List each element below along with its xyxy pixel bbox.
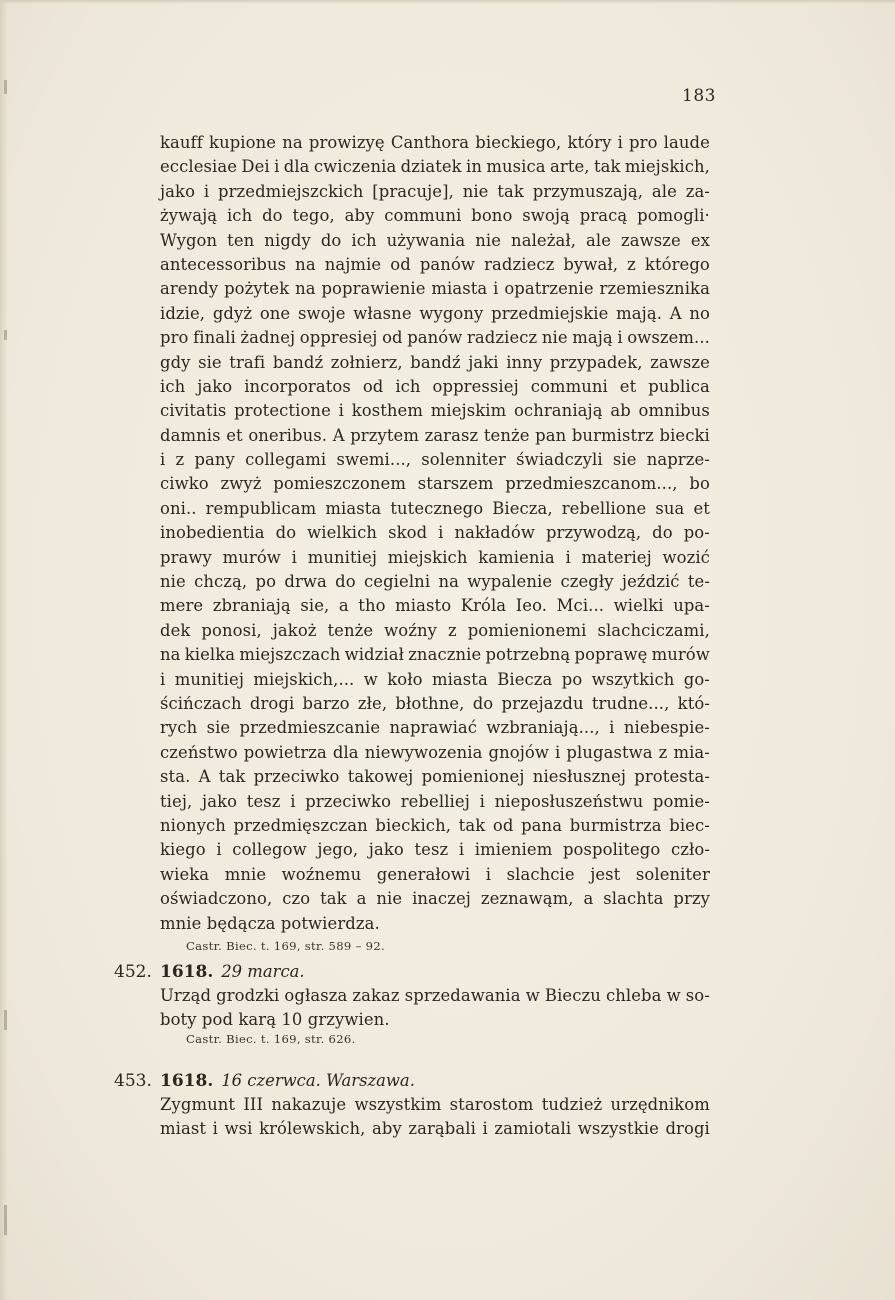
text-line: ich jako incorporatos od ich oppressiej communi et publica	[160, 376, 710, 396]
text-line: civitatis protectione i kosthem miejskim ochraniają ab omnibus	[160, 401, 710, 421]
entry-line: miast i wsi królewskich, aby zarąbali i zamiotali wszystkie drogi	[160, 1119, 710, 1139]
text-line: prawy murów i munitiej miejskich kamienia i materiej wozić	[160, 547, 710, 567]
entry-number: 453.	[114, 1071, 152, 1091]
margin-mark	[4, 80, 7, 94]
text-line: Wygon ten nigdy do ich używania nie należał, ale zawsze ex	[160, 230, 710, 250]
text-line: mere zbraniają sie, a tho miasto Króla Ieo. Mci... wielki upa-	[160, 596, 710, 616]
margin-mark	[4, 1010, 7, 1030]
text-line: damnis et oneribus. A przytem zarasz tenże pan burmistrz biecki	[160, 425, 710, 445]
text-line: inobedientia do wielkich skod i nakładów przywodzą, do po-	[160, 523, 710, 543]
page-edge-shadow	[0, 0, 8, 1300]
page-top-shadow	[0, 0, 895, 4]
text-line: oświadczono, czo tak a nie inaczej zeznawąm, a slachta przy	[160, 889, 710, 909]
text-line: mnie będącza potwierdza.	[160, 913, 380, 933]
entry-date: 16 czerwca. Warszawa.	[221, 1071, 415, 1090]
text-line: ecclesiae Dei i dla cwiczenia dziatek in musica arte, tak miejskich,	[160, 157, 710, 177]
page-number: 183	[682, 86, 716, 106]
text-line: gdy sie trafi bandź zołnierz, bandź jaki inny przypadek, zawsze	[160, 352, 710, 372]
text-line: idzie, gdyż one swoje własne wygony przedmiejskie mają. A no	[160, 303, 710, 323]
entry-line: Urząd grodzki ogłasza zakaz sprzedawania w Bieczu chleba w so-	[160, 986, 710, 1005]
entry-date: 29 marca.	[221, 962, 305, 981]
entry-line: Zygmunt III nakazuje wszystkim starostom tudzież urzędnikom	[160, 1095, 710, 1114]
text-line: i z pany collegami swemi..., solenniter świadczyli sie naprze-	[160, 450, 710, 470]
text-line: nionych przedmięszczan bieckich, tak od pana burmistrza biec-	[160, 815, 710, 835]
entry-text	[160, 1093, 710, 1142]
entry-year: 1618.	[160, 1071, 214, 1091]
text-line: na kielka miejszczach widział znacznie potrzebną poprawę murów	[160, 645, 710, 665]
entry-number: 452.	[114, 962, 152, 982]
entry-year: 1618.	[160, 962, 214, 982]
entry-source-citation: Castr. Biec. t. 169, str. 626.	[186, 1032, 356, 1046]
main-source-citation: Castr. Biec. t. 169, str. 589 – 92.	[186, 938, 385, 953]
text-line: dek ponosi, jakoż tenże woźny z pomienionemi slachciczami,	[160, 620, 710, 640]
text-line: kiego i collegow jego, jako tesz i imieniem pospolitego czło-	[160, 840, 710, 860]
text-line: arendy pożytek na poprawienie miasta i opatrzenie rzemiesznika	[160, 279, 710, 299]
text-line: tiej, jako tesz i przeciwko rebelliej i nieposłuszeństwu pomie-	[160, 791, 710, 811]
text-line: rych sie przedmieszcanie naprawiać wzbraniają..., i niebespie-	[160, 718, 710, 738]
text-line: ciwko zwyż pomieszczonem starszem przedmieszcanom..., bo	[160, 474, 710, 494]
entry-heading	[114, 960, 305, 984]
text-line: nie chczą, po drwa do cegielni na wypalenie czegły jeździć te-	[160, 572, 710, 592]
text-line: antecessoribus na najmie od panów radziecz bywał, z którego	[160, 254, 710, 274]
entry-text	[160, 984, 710, 1033]
text-line: oni.. rempublicam miasta tutecznego Biecza, rebellione sua et	[160, 498, 710, 518]
entry-line: boty pod karą 10 grzywien.	[160, 1010, 390, 1030]
text-line: kauff kupione na prowizyę Canthora bieckiego, który i pro laude	[160, 133, 710, 152]
entry-heading	[114, 1069, 415, 1093]
text-line: ścińczach drogi barzo złe, błothne, do przejazdu trudne..., któ-	[160, 693, 710, 713]
text-line: wieka mnie woźnemu generałowi i slachcie jest soleniter	[160, 864, 710, 884]
text-line: żywają ich do tego, aby communi bono swoją pracą pomogli·	[160, 206, 710, 226]
text-line: jako i przedmiejszckich [pracuje], nie tak przymuszają, ale za-	[160, 181, 710, 201]
margin-mark	[4, 330, 7, 340]
main-text-lines	[160, 131, 710, 936]
text-line: pro finali żadnej oppresiej od panów radziecz nie mają i owszem...	[160, 328, 710, 348]
text-line: czeństwo powietrza dla niewywozenia gnojów i plugastwa z mia-	[160, 742, 710, 762]
main-text-block	[160, 131, 710, 956]
text-line: i munitiej miejskich,... w koło miasta Biecza po wszytkich go-	[160, 669, 710, 689]
margin-mark	[4, 1205, 7, 1235]
text-line: sta. A tak przeciwko takowej pomienionej niesłusznej protesta-	[160, 767, 710, 787]
